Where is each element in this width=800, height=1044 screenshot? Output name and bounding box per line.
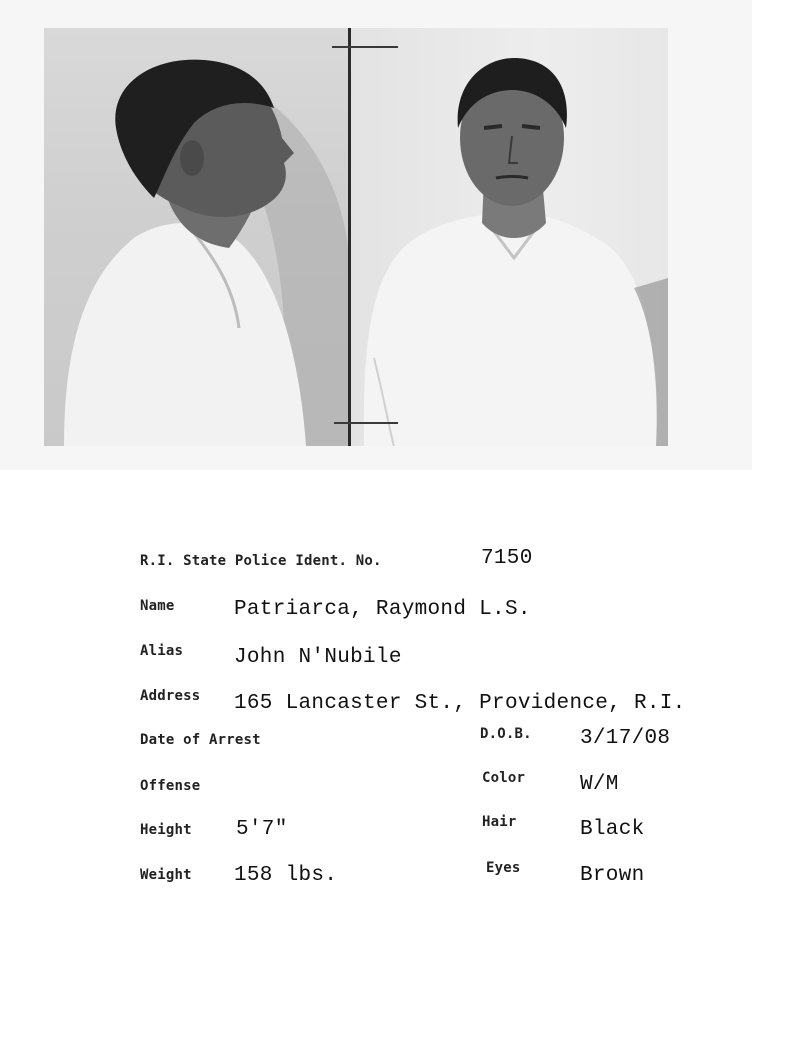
alias-label: Alias xyxy=(140,643,184,659)
height-value: 5'7" xyxy=(236,818,288,841)
address-value: 165 Lancaster St., Providence, R.I. xyxy=(234,692,686,715)
offense-label: Offense xyxy=(140,778,201,794)
hair-value: Black xyxy=(580,818,645,841)
eyes-label: Eyes xyxy=(486,860,521,876)
height-label: Height xyxy=(140,822,192,838)
ident-number: 7150 xyxy=(481,547,533,570)
color-value: W/M xyxy=(580,773,619,796)
dob-label: D.O.B. xyxy=(480,726,532,742)
name-label: Name xyxy=(140,598,175,614)
name-value: Patriarca, Raymond L.S. xyxy=(234,598,531,621)
date-of-arrest-label: Date of Arrest xyxy=(140,732,261,748)
hair-label: Hair xyxy=(482,814,517,830)
eyes-value: Brown xyxy=(580,864,645,887)
ident-label: R.I. State Police Ident. No. xyxy=(140,553,382,569)
dob-value: 3/17/08 xyxy=(580,727,671,750)
address-label: Address xyxy=(140,688,201,704)
alias-value: John N'Nubile xyxy=(234,646,402,669)
color-label: Color xyxy=(482,770,526,786)
weight-value: 158 lbs. xyxy=(234,864,338,887)
weight-label: Weight xyxy=(140,867,192,883)
